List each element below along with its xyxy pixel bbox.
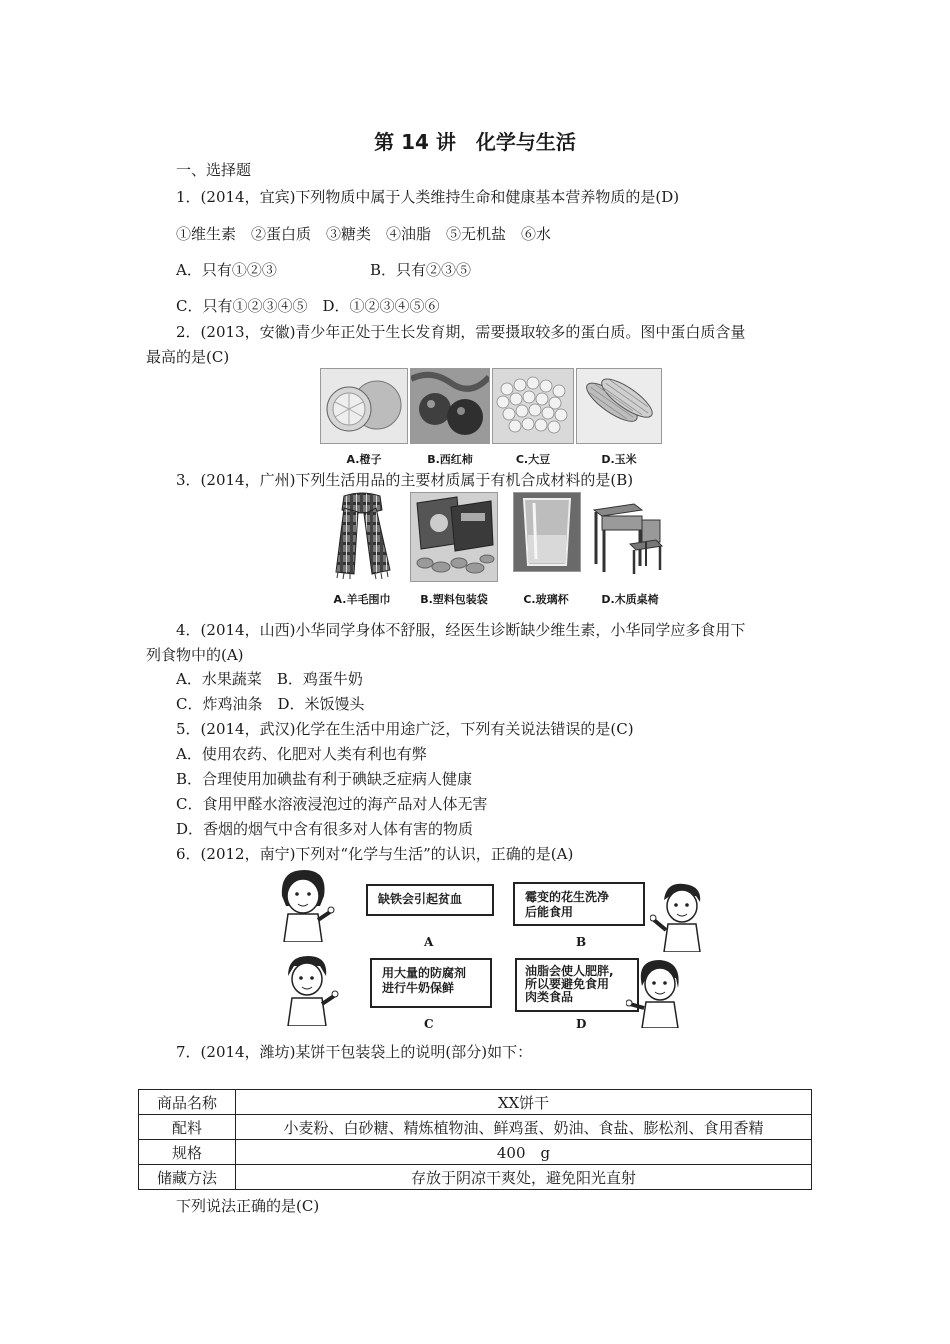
q5-option-a: A．使用农药、化肥对人类有利也有弊 xyxy=(176,745,427,763)
q1-option-b: B．只有②③⑤ xyxy=(370,261,472,279)
q4-option-ab: A．水果蔬菜 B．鸡蛋牛奶 xyxy=(176,670,363,688)
bubble-b-line1: 霉变的花生洗净 xyxy=(525,890,610,904)
q1-option-a: A．只有①②③ xyxy=(176,261,277,279)
table-cell-value: 小麦粉、白砂糖、精炼植物油、鲜鸡蛋、奶油、食盐、膨松剂、食用香精 xyxy=(236,1115,812,1140)
glass-cup-image xyxy=(513,492,581,572)
table-cell-key: 规格 xyxy=(139,1140,236,1165)
tomato-image xyxy=(410,368,490,444)
bubble-d-line1: 油脂会使人肥胖, xyxy=(525,964,614,978)
plastic-bag-image xyxy=(410,492,498,582)
q3-caption-d: D.木质桌椅 xyxy=(601,593,659,606)
bubble-a: 缺铁会引起贫血 xyxy=(366,884,494,916)
page-title: 第 14 讲 化学与生活 xyxy=(374,130,576,154)
table-cell-key: 储藏方法 xyxy=(139,1165,236,1190)
corn-image xyxy=(576,368,662,444)
table-row xyxy=(139,1115,812,1140)
table-cell-value: 400 g xyxy=(236,1140,812,1165)
q6-label-d: D xyxy=(576,1017,587,1031)
bubble-b-line2: 后能食用 xyxy=(525,905,574,919)
q2-caption-a: A.橙子 xyxy=(346,453,382,466)
boy-b-icon xyxy=(650,878,710,952)
girl-d-icon xyxy=(626,956,686,1028)
q6-label-b: B xyxy=(576,935,587,949)
q5-option-b: B．合理使用加碘盐有利于碘缺乏症病人健康 xyxy=(176,770,473,788)
bubble-d-line3: 肉类食品 xyxy=(525,990,574,1004)
q2-caption-d: D.玉米 xyxy=(601,453,637,466)
section-heading: 一、选择题 xyxy=(176,161,252,179)
q6-label-a: A xyxy=(424,935,434,949)
q3-caption-a: A.羊毛围巾 xyxy=(333,593,391,606)
product-info-table xyxy=(138,1089,812,1190)
table-row xyxy=(139,1165,812,1190)
soybean-image xyxy=(492,368,574,444)
bubble-d xyxy=(515,958,639,1012)
q2-stem-line2: 最高的是(C) xyxy=(146,348,230,366)
wooden-desk-chair-image xyxy=(590,494,666,576)
bubble-c xyxy=(370,958,492,1008)
orange-image xyxy=(320,368,408,444)
table-cell-key: 商品名称 xyxy=(139,1090,236,1115)
bubble-b xyxy=(513,882,645,926)
q2-caption-c: C.大豆 xyxy=(515,453,551,466)
q6-label-c: C xyxy=(424,1017,434,1031)
q3-caption-b: B.塑料包装袋 xyxy=(420,593,488,606)
bubble-c-line1: 用大量的防腐剂 xyxy=(382,966,467,980)
girl-a-icon xyxy=(272,866,336,942)
q5-stem: 5．(2014，武汉)化学在生活中用途广泛，下列有关说法错误的是(C) xyxy=(176,720,634,738)
q7-followup: 下列说法正确的是(C) xyxy=(176,1197,320,1215)
q2-caption-b: B.西红柿 xyxy=(427,453,473,466)
q4-stem-line1: 4．(2014，山西)小华同学身体不舒服，经医生诊断缺少维生素，小华同学应多食用下 xyxy=(176,621,746,639)
q1-option-cd: C．只有①②③④⑤ D．①②③④⑤⑥ xyxy=(176,297,440,315)
table-cell-value: XX饼干 xyxy=(236,1090,812,1115)
q4-stem-line2: 列食物中的(A) xyxy=(146,646,244,664)
q7-stem: 7．(2014，潍坊)某饼干包装袋上的说明(部分)如下： xyxy=(176,1043,533,1061)
q5-option-d: D．香烟的烟气中含有很多对人体有害的物质 xyxy=(176,820,474,838)
bubble-c-line2: 进行牛奶保鲜 xyxy=(382,981,455,995)
bubble-d-line2: 所以要避免食用 xyxy=(525,977,610,991)
q6-stem: 6．(2012，南宁)下列对“化学与生活”的认识，正确的是(A) xyxy=(176,845,574,863)
table-row xyxy=(139,1090,812,1115)
q1-items: ①维生素 ②蛋白质 ③糖类 ④油脂 ⑤无机盐 ⑥水 xyxy=(176,225,552,243)
q3-stem: 3．(2014，广州)下列生活用品的主要材质属于有机合成材料的是(B) xyxy=(176,471,634,489)
boy-c-icon xyxy=(276,952,340,1026)
table-row xyxy=(139,1140,812,1165)
scarf-image xyxy=(320,492,404,580)
q3-caption-c: C.玻璃杯 xyxy=(523,593,569,606)
q1-stem: 1．(2014，宜宾)下列物质中属于人类维持生命和健康基本营养物质的是(D) xyxy=(176,188,680,206)
q4-option-cd: C．炸鸡油条 D．米饭馒头 xyxy=(176,695,365,713)
table-cell-key: 配料 xyxy=(139,1115,236,1140)
q2-stem-line1: 2．(2013，安徽)青少年正处于生长发育期，需要摄取较多的蛋白质。图中蛋白质含量 xyxy=(176,323,746,341)
table-cell-value: 存放于阴凉干爽处，避免阳光直射 xyxy=(236,1165,812,1190)
q5-option-c: C．食用甲醛水溶液浸泡过的海产品对人体无害 xyxy=(176,795,488,813)
